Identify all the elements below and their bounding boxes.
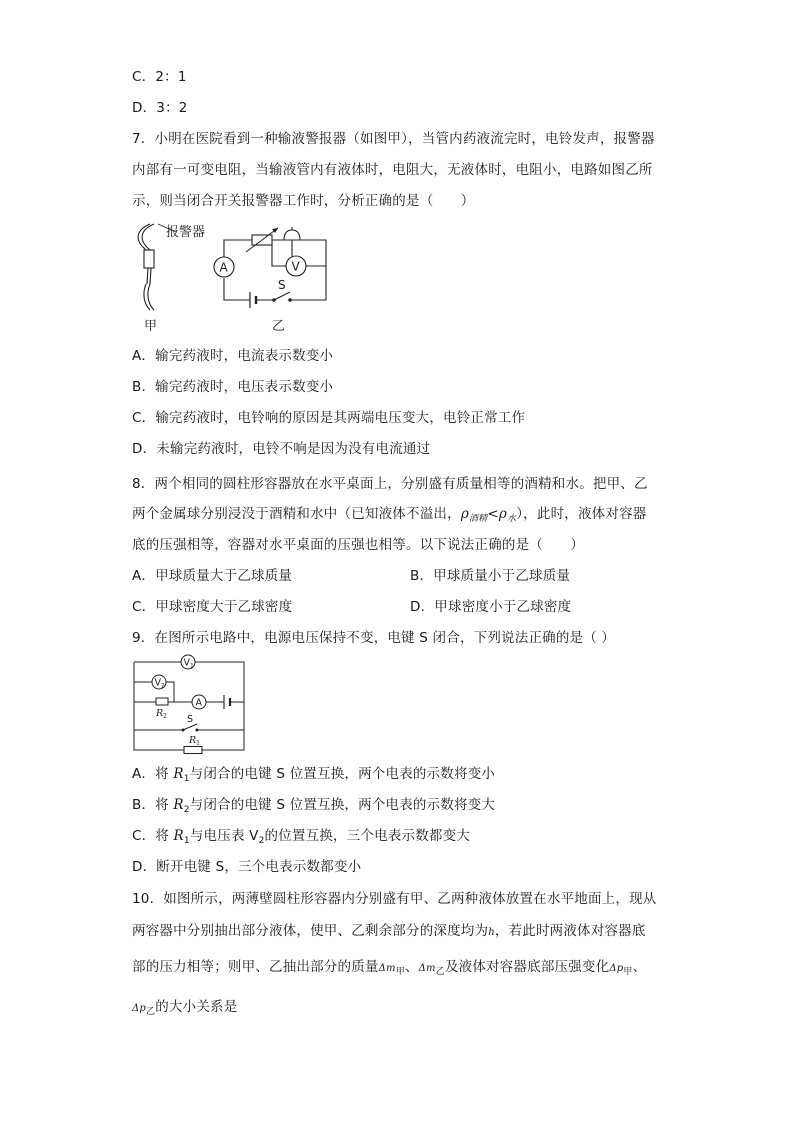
v1-label: $V_1$ [183,657,194,670]
q10-stem-line-1: 10．如图所示，两薄壁圆柱形容器内分别盛有甲、乙两种液体放置在水平地面上，现从 [132,891,657,907]
q9-stem: 9．在图所示电路中，电源电压保持不变，电键 S 闭合，下列说法正确的是（ ） [132,630,616,646]
q9-switch-label: S [187,714,194,725]
circuit-yi-wires [224,240,326,300]
q9-option-b [132,796,495,819]
q10-stem-line-4 [132,998,237,1021]
q10-dm-yi-sub: 乙 [435,967,445,977]
q9-option-a [132,765,495,788]
q7-stem-line-3: 示，则当闭合开关报警器工作时，分析正确的是（ ） [132,193,475,209]
q8-stem-line-1: 8．两个相同的圆柱形容器放在水平桌面上，分别盛有质量相等的酒精和水。把甲、乙 [132,476,648,492]
v2-label: $V_2$ [154,677,165,690]
q6-option-d: D．3：2 [132,100,188,116]
rho-sub-water: 水 [507,514,517,524]
q10-stem-line-3a: 部的压力相等；则甲、乙抽出部分的质量 [132,959,379,975]
q9-option-c-pre: C．将 [132,828,174,844]
q9-option-b-r: R [173,797,184,813]
q10-dp-yi: Δp [132,1003,147,1014]
q8-stem-line-2 [132,505,646,528]
label-jia: 甲 [144,319,158,334]
q7-option-a: A．输完药液时，电流表示数变小 [132,348,334,364]
r2-label: $R_2$ [156,708,167,720]
q9-option-c [132,827,470,850]
switch-label: S [278,278,286,292]
q9-option-b-pre: B．将 [132,797,174,813]
rho-symbol: ρ [460,506,469,522]
q8-option-a: A．甲球质量大于乙球质量 [132,568,293,584]
q7-circuit-diagram [128,218,338,336]
label-yi: 乙 [272,319,286,334]
q9-option-c-r: R [173,828,184,844]
q7-option-b: B．输完药液时，电压表示数变小 [132,379,334,395]
q8-option-c: C．甲球密度大于乙球密度 [132,599,293,615]
rho-symbol-2: ρ [498,506,508,522]
q7-stem-line-1: 7．小明在医院看到一种输液警报器（如图甲），当管内药液流完时，电铃发声，报警器 [132,131,655,147]
rho-sub-alcohol: 酒精 [468,514,488,524]
q9-option-d: D．断开电键 S，三个电表示数都变小 [132,859,362,875]
q10-dp-yi-sub: 乙 [146,1007,156,1017]
q10-dp-jia: Δp [609,963,624,974]
q9-option-b-sub: 2 [183,805,190,815]
q9-option-c-vsub: 2 [258,836,265,846]
q10-dp-jia-sub: 甲 [623,967,633,977]
q10-dm-jia-sub: 甲 [395,967,405,977]
q10-stem-line-2b: ，若此时两液体对容器底 [494,923,646,939]
q6-option-c: C．2：1 [132,69,187,85]
ammeter-label: A [219,260,228,275]
device-label: 报警器 [166,225,206,240]
q10-dm-jia: Δm [378,963,396,974]
resistor-r2 [156,698,168,705]
q7-figure [128,218,338,336]
q10-stem-line-2a: 两容器中分别抽出部分液体，使甲、乙剩余部分的深度均为 [132,923,489,939]
q8-stem-line-2b: ），此时，液体对容器 [516,506,647,522]
q9-option-c-mid: 与电压表 V [189,828,259,844]
q7-option-d: D．未输完药液时，电铃不响是因为没有电流通过 [132,441,431,457]
q9-ammeter-label: A [195,697,202,709]
q9-option-c-sub: 1 [183,836,190,846]
q10-h-symbol: h [488,927,495,938]
q9-option-a-sub: 1 [183,774,190,784]
q8-stem-line-2a: 两个金属球分别浸没于酒精和水中（已知液体不溢出， [132,506,461,522]
q10-stem-line-3b: 及液体对容器底部压强变化 [444,959,610,975]
q10-dm-yi: Δm [418,963,436,974]
q9-figure [128,652,252,756]
q10-sep-1: 、 [404,959,419,975]
less-than-sign: < [487,506,499,522]
bell-icon [284,230,300,240]
q10-stem-line-2 [132,922,646,942]
q9-option-a-pre: A．将 [132,766,174,782]
r1-label: $R_1$ [189,735,200,747]
q9-option-a-r: R [173,766,184,782]
q10-sep-2: 、 [632,959,647,975]
voltmeter-label: V [291,259,300,274]
q9-option-b-post: 与闭合的电键 S 位置互换，两个电表的示数将变大 [189,797,496,813]
q10-stem-line-3 [132,958,646,981]
q8-stem-line-3: 底的压强相等，容器对水平桌面的压强也相等。以下说法正确的是（ ） [132,537,585,553]
q7-option-c: C．输完药液时，电铃响的原因是其两端电压变大，电铃正常工作 [132,410,526,426]
q9-option-c-post: 的位置互换，三个电表示数都变大 [264,828,471,844]
q9-circuit-diagram [128,652,252,756]
resistor-r1 [184,747,202,754]
q8-option-b: B．甲球质量小于乙球质量 [410,568,571,584]
q10-stem-line-4-text: 的大小关系是 [155,999,238,1015]
q8-option-d: D．甲球密度小于乙球密度 [410,599,572,615]
q7-stem-line-2: 内部有一可变电阻，当输液管内有液体时，电阻大，无液体时，电阻小，电路如图乙所 [132,162,653,178]
q9-option-a-post: 与闭合的电键 S 位置互换，两个电表的示数将变小 [189,766,496,782]
